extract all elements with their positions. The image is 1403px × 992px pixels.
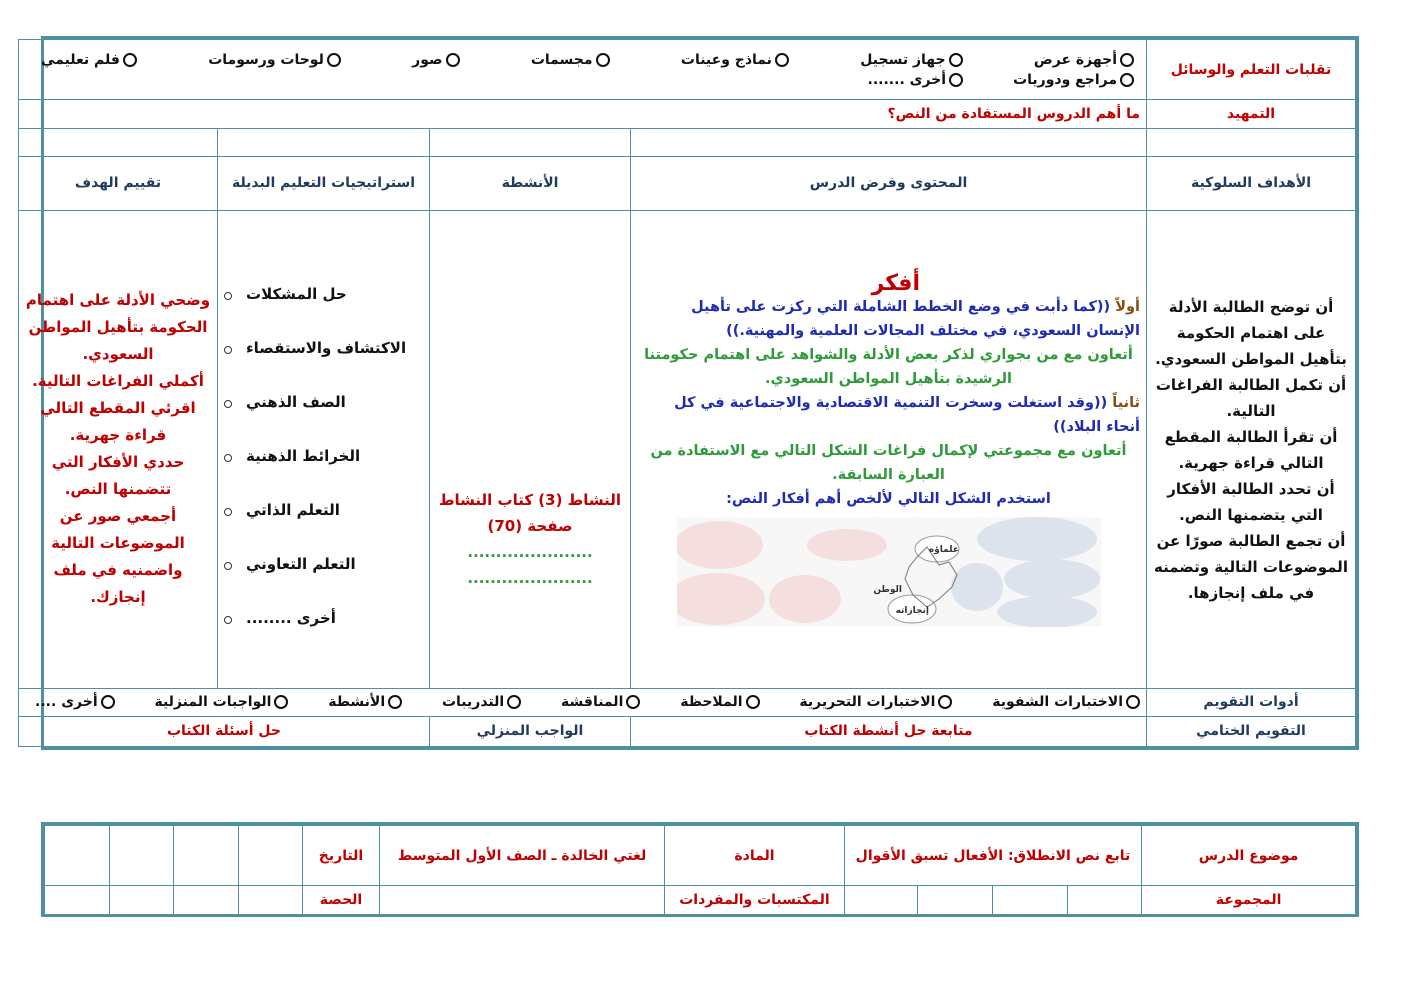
resource-option[interactable]: مجسمات: [531, 52, 610, 68]
bullet-icon: [224, 400, 232, 408]
first-task: أتعاون مع من بجواري لذكر بعض الأدلة والشواهد على اهتمام حكومتنا الرشيدة بتأهيل المواطن السعودي.: [644, 347, 1133, 388]
radio-circle-icon: [388, 695, 402, 709]
objective-item: أن توضح الطالبة الأدلة على اهتمام الحكومة بتأهيل المواطن السعودي.: [1155, 298, 1347, 369]
assessment-tools-options: [18, 688, 1146, 716]
date-cell[interactable]: [238, 826, 303, 886]
empty-cell: [631, 128, 1147, 156]
follow-up-text: متابعة حل أنشطة الكتاب: [631, 716, 1147, 746]
group-label: المجموعة: [1142, 886, 1356, 915]
period-cell[interactable]: [238, 886, 303, 915]
radio-circle-icon: [101, 695, 115, 709]
subject-label: المادة: [665, 826, 845, 886]
evaluation-item: أجمعي صور عن الموضوعات التالية واضمنيه في ملف إنجازك.: [51, 507, 185, 607]
bubble: [677, 521, 763, 569]
evaluation-item: وضحي الأدلة على اهتمام الحكومة بتأهيل المواطن السعودي.: [25, 291, 211, 364]
date-label: التاريخ: [303, 826, 380, 886]
bubble: [769, 575, 841, 623]
empty-cell: [218, 128, 430, 156]
activity-dots: ......................: [467, 569, 593, 588]
radio-circle-icon: [949, 53, 963, 67]
bullet-icon: [224, 292, 232, 300]
resource-option[interactable]: فلم تعليمي: [41, 52, 137, 68]
radio-circle-icon: [938, 695, 952, 709]
date-cell[interactable]: [174, 826, 239, 886]
lesson-plan-table: [18, 39, 1356, 747]
lesson-info-frame: [41, 822, 1359, 917]
activities-cell: [430, 211, 631, 688]
think-heading: أفكر: [871, 271, 920, 297]
lesson-info-table: [44, 825, 1356, 915]
radio-circle-icon: [446, 53, 460, 67]
resources-options: [18, 40, 1146, 100]
bullet-icon: [224, 508, 232, 516]
second-quote: ((وقد استغلت وسخرت التنمية الاقتصادية والاجتماعية في كل أنحاء البلاد)): [674, 395, 1140, 436]
content-cell: [631, 211, 1147, 688]
radio-circle-icon: [1120, 73, 1134, 87]
date-cell[interactable]: [109, 826, 174, 886]
objective-item: أن تجمع الطالبة صورًا عن الموضوعات التالية وتضمنه في ملف إنجازها.: [1154, 532, 1348, 603]
date-cell[interactable]: [45, 826, 110, 886]
empty-cell: [18, 128, 217, 156]
assessment-option[interactable]: الأنشطة: [328, 694, 402, 710]
skills-cell[interactable]: [379, 886, 664, 915]
summary-task: استخدم الشكل التالي لألخص أهم أفكار النص:: [726, 491, 1051, 508]
assessment-option[interactable]: الواجبات المنزلية: [154, 694, 288, 710]
objective-item: أن تكمل الطالبة الفراغات التالية.: [1155, 376, 1347, 421]
radio-circle-icon: [123, 53, 137, 67]
second-task: أتعاون مع مجموعتي لإكمال فراغات الشكل التالي مع الاستفادة من العبارة السابقة.: [650, 443, 1127, 484]
radio-circle-icon: [949, 73, 963, 87]
intro-label: التمهيد: [1147, 100, 1356, 128]
bubble: [977, 517, 1097, 561]
activity-dots: ......................: [467, 543, 593, 562]
radio-circle-icon: [1120, 53, 1134, 67]
radio-circle-icon: [775, 53, 789, 67]
bubble: [1004, 559, 1100, 599]
second-label: ثانياً: [1112, 395, 1140, 412]
evaluation-item: أكملي الفراغات التالية.: [32, 372, 204, 391]
topic-label: موضوع الدرس: [1142, 826, 1356, 886]
assessment-tools-label: أدوات التقويم: [1147, 688, 1356, 716]
evaluation-item: اقرئي المقطع التالي قراءة جهرية.: [40, 399, 196, 445]
bubble: [677, 573, 765, 625]
resources-label: تقلبات التعلم والوسائل: [1147, 40, 1356, 100]
evaluation-cell: [18, 211, 217, 688]
period-label: الحصة: [303, 886, 380, 915]
assessment-option[interactable]: الملاحظة: [680, 694, 759, 710]
activity-text: النشاط (3) كتاب النشاط صفحة (70): [438, 491, 622, 536]
strategy-item: أخرى ........: [224, 609, 413, 663]
strategies-cell: [218, 211, 430, 688]
period-cell[interactable]: [109, 886, 174, 915]
bullet-icon: [224, 454, 232, 462]
resource-option[interactable]: لوحات ورسومات: [208, 52, 341, 68]
idea-map-svg: [677, 517, 1101, 627]
resource-option[interactable]: مراجع ودوريات: [1013, 72, 1134, 88]
skills-label: المكتسبات والمفردات: [665, 886, 845, 915]
assessment-option[interactable]: أخرى ....: [35, 694, 115, 710]
homework-text: حل أسئلة الكتاب: [18, 716, 429, 746]
strategy-item: الصف الذهني: [224, 393, 413, 447]
header-content: المحتوى وفرض الدرس: [631, 156, 1147, 210]
header-activities: الأنشطة: [430, 156, 631, 210]
strategy-item: الاكتشاف والاستقصاء: [224, 339, 413, 393]
bullet-icon: [224, 346, 232, 354]
evaluation-item: حددي الأفكار التي تتضمنها النص.: [51, 453, 185, 499]
intro-text: ما أهم الدروس المستفادة من النص؟: [18, 100, 1146, 128]
empty-cell: [430, 128, 631, 156]
radio-circle-icon: [507, 695, 521, 709]
idea-map-figure: [677, 517, 1101, 627]
empty-cell: [1147, 128, 1356, 156]
first-quote: ((كما دأبت في وضع الخطط الشاملة التي ركزت على تأهيل الإنسان السعودي، في مختلف المجالات العلمية والمهنية.)): [691, 299, 1140, 340]
bullet-icon: [224, 562, 232, 570]
subject-text: لغتي الخالدة ـ الصف الأول المتوسط: [379, 826, 664, 886]
map-label-homeland: الوطن: [872, 585, 902, 596]
resource-option[interactable]: أجهزة عرض: [1034, 52, 1134, 68]
header-objectives: الأهداف السلوكية: [1147, 156, 1356, 210]
group-cell[interactable]: [844, 886, 918, 915]
radio-circle-icon: [626, 695, 640, 709]
radio-circle-icon: [274, 695, 288, 709]
resource-option[interactable]: صور: [412, 52, 459, 68]
homework-label: الواجب المنزلي: [430, 716, 631, 746]
map-label-scholars: علماؤه: [928, 545, 959, 556]
final-eval-label: التقويم الختامي: [1147, 716, 1356, 746]
lesson-plan-frame: [25, 36, 1359, 750]
strategy-item: الخرائط الذهنية: [224, 447, 413, 501]
assessment-option[interactable]: التدريبات: [442, 694, 521, 710]
assessment-option[interactable]: المناقشة: [561, 694, 640, 710]
first-label: أولاً: [1115, 299, 1140, 316]
assessment-option[interactable]: الاختبارات الشفوية: [992, 694, 1140, 710]
bullet-icon: [224, 616, 232, 624]
objective-item: أن تحدد الطالبة الأفكار التي يتضمنها النص.: [1167, 480, 1335, 525]
period-cell[interactable]: [45, 886, 110, 915]
assessment-option[interactable]: الاختبارات التحريرية: [799, 694, 952, 710]
group-cell[interactable]: [918, 886, 993, 915]
objective-item: أن تقرأ الطالبة المقطع التالي قراءة جهرية.: [1164, 428, 1338, 473]
resource-option[interactable]: أخرى .......: [868, 72, 964, 88]
resource-option[interactable]: جهاز تسجيل: [860, 52, 962, 68]
objectives-cell: [1147, 211, 1356, 688]
map-label-achievements: إنجازاته: [895, 606, 929, 617]
strategy-item: التعلم التعاوني: [224, 555, 413, 609]
strategy-item: التعلم الذاتي: [224, 501, 413, 555]
bubble: [997, 596, 1097, 627]
radio-circle-icon: [746, 695, 760, 709]
topic-text: تابع نص الانطلاق: الأفعال تسبق الأقوال: [844, 826, 1142, 886]
group-cell[interactable]: [992, 886, 1067, 915]
bubble: [807, 529, 887, 561]
radio-circle-icon: [1126, 695, 1140, 709]
group-cell[interactable]: [1067, 886, 1142, 915]
header-strategies: استراتيجيات التعليم البديلة: [218, 156, 430, 210]
resource-option[interactable]: نماذج وعينات: [681, 52, 789, 68]
radio-circle-icon: [327, 53, 341, 67]
bubble: [951, 563, 1003, 611]
header-evaluation: تقييم الهدف: [18, 156, 217, 210]
period-cell[interactable]: [174, 886, 239, 915]
radio-circle-icon: [596, 53, 610, 67]
strategy-item: حل المشكلات: [224, 285, 413, 339]
